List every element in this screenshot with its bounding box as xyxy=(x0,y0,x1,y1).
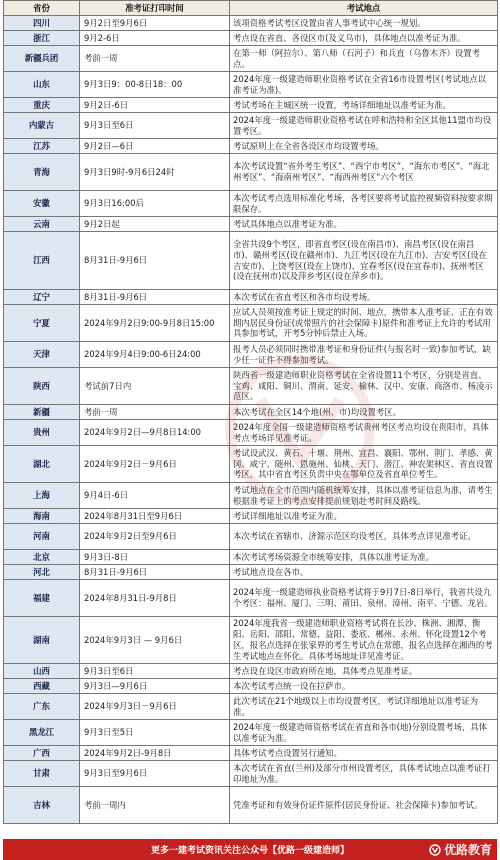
province-cell: 海南 xyxy=(4,509,80,524)
table-row xyxy=(4,483,498,509)
footer-banner xyxy=(3,839,497,860)
exam-place-cell: 陕西省一级建造师职业资格考试在全省设置11个考区，分别是省直、宝鸡、咸阳、铜川、渭南、延安、榆林、汉中、安康、商洛市、杨凌示范区。 xyxy=(230,368,498,405)
print-time-cell: 9月2日起 xyxy=(80,217,230,232)
print-time-cell: 9月3日16:00后 xyxy=(80,191,230,217)
exam-place-cell: 考试考场在主城区统一设置，考场详细地址以准考证为准。 xyxy=(230,98,498,113)
print-time-cell: 2024年9月2日至9月6日 xyxy=(80,524,230,550)
province-cell: 黑龙江 xyxy=(4,720,80,746)
print-time-cell: 9月2日至9月6日 xyxy=(80,16,230,31)
exam-place-cell: 考试地点设在各市。 xyxy=(230,565,498,580)
province-cell: 内蒙古 xyxy=(4,113,80,139)
province-cell: 福建 xyxy=(4,580,80,617)
province-cell: 西藏 xyxy=(4,679,80,694)
table-row xyxy=(4,290,498,305)
print-time-cell: 9月3日至9月6日 xyxy=(80,761,230,787)
table-row xyxy=(4,232,498,290)
print-time-cell: 9月3日至6日 xyxy=(80,664,230,679)
table-header-row xyxy=(4,1,498,16)
table-row xyxy=(4,524,498,550)
province-cell: 广东 xyxy=(4,694,80,720)
province-cell: 辽宁 xyxy=(4,290,80,305)
table-row xyxy=(4,746,498,761)
table-row xyxy=(4,761,498,787)
table-row xyxy=(4,446,498,483)
print-time-cell: 9月3日-8日 xyxy=(80,550,230,565)
exam-place-cell: 2024年度一级建造师执业资格考试将于9月7日-8日举行，我省共设九个考区：福州、厦门、三明、莆田、泉州、漳州、南平、宁德、龙岩。 xyxy=(230,580,498,617)
table-row xyxy=(4,420,498,446)
print-time-cell: 2024年9月3日 — 9月6日 xyxy=(80,617,230,664)
print-time-cell: 9月2-6日 xyxy=(80,31,230,46)
province-cell: 山东 xyxy=(4,72,80,98)
province-cell: 北京 xyxy=(4,550,80,565)
exam-place-cell: 本次考试考场资源全市统筹安排，具体以准考证为准。 xyxy=(230,550,498,565)
header-print-time: 准考证打印时间 xyxy=(80,1,230,16)
exam-place-cell: 2024年度一级建造师职业资格考试在全省16市设置考区(考试地点以准考证为准)。 xyxy=(230,72,498,98)
exam-place-cell: 本次考试在省直(兰州)及部分市州设置考区，具体考试地点以准考证打印地址为准。 xyxy=(230,761,498,787)
province-cell: 天津 xyxy=(4,342,80,368)
table-row xyxy=(4,405,498,420)
exam-place-cell: 考试详细地址以准考证为准。 xyxy=(230,509,498,524)
province-cell: 江西 xyxy=(4,232,80,290)
exam-place-cell: 在第一师（阿拉尔）、第八师（石河子）和兵直（乌鲁木齐）设置考点。 xyxy=(230,46,498,72)
print-time-cell: 2024年9月3日－9月6日 xyxy=(80,694,230,720)
exam-place-cell: 此次考试在21个地级以上市均设置考区，考试详细地址以准考证为准。 xyxy=(230,694,498,720)
print-time-cell: 9月2日—6日 xyxy=(80,139,230,154)
brand-badge xyxy=(429,841,492,858)
footer-text: 更多一建考试资讯关注公众号【优路一级建造师】 xyxy=(150,846,349,856)
province-cell: 河南 xyxy=(4,524,80,550)
print-time-cell: 8月31日-9月6日 xyxy=(80,565,230,580)
table-row xyxy=(4,113,498,139)
province-cell: 甘肃 xyxy=(4,761,80,787)
exam-place-cell: 本次考试在省辖市、济源示范区均设考区，具体考点详见准考证。 xyxy=(230,524,498,550)
province-cell: 四川 xyxy=(4,16,80,31)
province-cell: 河北 xyxy=(4,565,80,580)
exam-place-cell: 考试具体地点以准考证为准。 xyxy=(230,217,498,232)
table-row xyxy=(4,694,498,720)
exam-place-cell: 凭准考证和有效身份证件原件(居民身份证、社会保障卡)参加考试。 xyxy=(230,787,498,824)
exam-place-cell: 全省共设9个考区，即省直考区(设在南昌市)、南昌考区(设在南昌市)、赣州考区(设在赣州市)、九江考区(设在九江市)、吉安考区(设在吉安市)、上饶考区(设在上饶市)、宜春考区(设在宜春市)、抚州考区(设在抚州市)以及萍乡考区(设在萍乡市)。 xyxy=(230,232,498,290)
header-province: 省份 xyxy=(4,1,80,16)
exam-place-cell: 应试人员须按准考证上规定的时间、地点，携带本人准考证、正在有效期内居民身份证(或带照片的社会保障卡)原件和准考证上允许的考试用具参加考试，开考5分钟后禁止入场。 xyxy=(230,305,498,342)
print-time-cell: 考前一周内 xyxy=(80,787,230,824)
province-cell: 重庆 xyxy=(4,98,80,113)
province-cell: 广西 xyxy=(4,746,80,761)
print-time-cell: 8月31日-9月6日 xyxy=(80,232,230,290)
exam-place-cell: 本次考试考点选用标准化考场，各考区要将考试监控视频资料按要求期限保存。 xyxy=(230,191,498,217)
table-row xyxy=(4,509,498,524)
print-time-cell: 9月3日至6日 xyxy=(80,113,230,139)
table-row xyxy=(4,720,498,746)
exam-place-cell: 本次考试设置“省外考生考区”、“西宁市考区”、“海东市考区”、“海北州考区”、“海南州考区”、“海西州考区”六个考区 xyxy=(230,154,498,191)
print-time-cell: 2024年9月2日－9月6日 xyxy=(80,446,230,483)
table-row xyxy=(4,664,498,679)
print-time-cell: 9月3日—9月6日 xyxy=(80,679,230,694)
table-row xyxy=(4,550,498,565)
table-row xyxy=(4,617,498,664)
header-exam-place: 考试地点 xyxy=(230,1,498,16)
exam-place-cell: 本次考试在全区14个地(州、市)均设置考区。 xyxy=(230,405,498,420)
exam-place-cell: 考点设在省直、各设区市(及义乌市)，具体地点以准考证为准。 xyxy=(230,31,498,46)
province-cell: 湖北 xyxy=(4,446,80,483)
print-time-cell: 9月3日9：00-8日18：00 xyxy=(80,72,230,98)
province-cell: 新疆兵团 xyxy=(4,46,80,72)
print-time-cell: 考前一周 xyxy=(80,405,230,420)
table-row xyxy=(4,305,498,342)
province-cell: 山西 xyxy=(4,664,80,679)
exam-place-cell: 具体考试考点设置另行通知。 xyxy=(230,746,498,761)
exam-place-cell: 本次考试在省直考区和各市均设考场。 xyxy=(230,290,498,305)
exam-place-cell: 考点设在设区市政府所在地，具体考点见准考证。 xyxy=(230,664,498,679)
table-row xyxy=(4,31,498,46)
exam-place-cell: 考试原则上在全省各设区市均设置考场。 xyxy=(230,139,498,154)
print-time-cell: 9月3日9时-9月6日24时 xyxy=(80,154,230,191)
province-cell: 新疆 xyxy=(4,405,80,420)
table-row xyxy=(4,565,498,580)
print-time-cell: 2024年8月31日-9月8日 xyxy=(80,580,230,617)
print-time-cell: 2024年8月31日至9月6日 xyxy=(80,509,230,524)
exam-place-cell: 2024年度我省一级建造师职业资格考试将在长沙、株洲、湘潭、衡阳、岳阳、邵阳、常德、益阳、娄底、郴州、永州、怀化设置12个考区，报名点选择在张家界的考生考试点在常德，报名点选择在湘西的考生考试地点在怀化。具体考场地址详见准考证。 xyxy=(230,617,498,664)
exam-place-cell: 2024年度一级建造师资格考试在省直和各市(地)分别设置考场，具体以准考证为准。 xyxy=(230,720,498,746)
province-cell: 上海 xyxy=(4,483,80,509)
table-row xyxy=(4,98,498,113)
table-row xyxy=(4,368,498,405)
table-row xyxy=(4,580,498,617)
print-time-cell: 考试前7日内 xyxy=(80,368,230,405)
print-time-cell: 2024年9月2日-9月8日 xyxy=(80,746,230,761)
brand-name: 优路教育 xyxy=(443,843,492,857)
print-time-cell: 2024年9月2日9:00-9月8日15:00 xyxy=(80,305,230,342)
province-cell: 湖南 xyxy=(4,617,80,664)
print-time-cell: 2024年9月2日—9月8日14:00 xyxy=(80,420,230,446)
province-cell: 贵州 xyxy=(4,420,80,446)
brand-logo-icon xyxy=(429,844,441,856)
table-row xyxy=(4,139,498,154)
print-time-cell: 9月2日-6日 xyxy=(80,98,230,113)
print-time-cell: 9月3日至5日 xyxy=(80,720,230,746)
table-body xyxy=(4,16,498,824)
province-cell: 云南 xyxy=(4,217,80,232)
table-row xyxy=(4,154,498,191)
exam-place-cell: 本次考试考点统一设在拉萨市。 xyxy=(230,679,498,694)
exam-place-cell: 该项资格考试考区设置由省人事考试中心统一规划。 xyxy=(230,16,498,31)
province-cell: 吉林 xyxy=(4,787,80,824)
exam-place-cell: 2024年度全国一级建造师资格考试贵州考区考点均设在贵阳市，具体考点考场详见准考证。 xyxy=(230,420,498,446)
exam-place-cell: 报考人员必须同时携带准考证和身份证件(与报名时一致)参加考试，缺少任一证件不得参加考试。 xyxy=(230,342,498,368)
province-cell: 江苏 xyxy=(4,139,80,154)
print-time-cell: 考前一周 xyxy=(80,46,230,72)
province-cell: 青海 xyxy=(4,154,80,191)
table-row xyxy=(4,46,498,72)
table-row xyxy=(4,191,498,217)
print-time-cell: 9月4日-6日 xyxy=(80,483,230,509)
exam-place-cell: 2024年度一级建造师职业资格考试在呼和浩特和全区其他11盟市均设置考区。 xyxy=(230,113,498,139)
table-row xyxy=(4,16,498,31)
print-time-cell: 2024年9月4日9:00-6日24:00 xyxy=(80,342,230,368)
table-row xyxy=(4,217,498,232)
exam-place-cell: 考试地点在全市范围内随机统筹安排，具体以准考证信息为准，请考生根据准考证上的考点安排提前规划赴考时间及路线。 xyxy=(230,483,498,509)
table-row xyxy=(4,72,498,98)
print-time-cell: 8月31日-9月6日 xyxy=(80,290,230,305)
exam-place-cell: 考试设武汉、黄石、十堰、荆州、宜昌、襄阳、鄂州、荆门、孝感、黄冈、咸宁、随州、恩施州、仙桃、天门、潜江、神农架林区、省直设置考区，其中省直考区负责中央在鄂单位及省直单位考生。 xyxy=(230,446,498,483)
province-cell: 宁夏 xyxy=(4,305,80,342)
exam-schedule-table xyxy=(3,0,498,824)
province-cell: 陕西 xyxy=(4,368,80,405)
table-row xyxy=(4,679,498,694)
province-cell: 浙江 xyxy=(4,31,80,46)
province-cell: 安徽 xyxy=(4,191,80,217)
table-row xyxy=(4,787,498,824)
table-row xyxy=(4,342,498,368)
